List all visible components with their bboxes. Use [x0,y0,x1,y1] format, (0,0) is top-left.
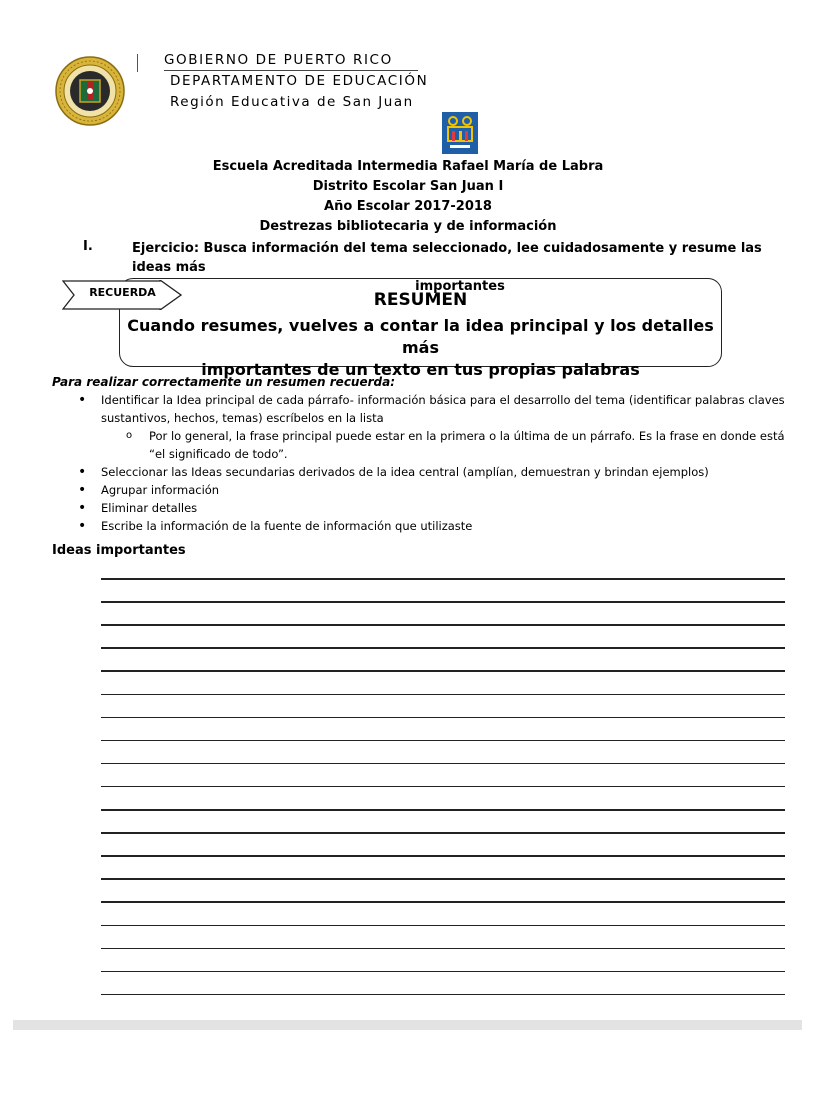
instructions-intro: Para realizar correctamente un resumen recuerda: [52,375,396,389]
page-footer-bar [13,1020,802,1030]
list-item: • Seleccionar las Ideas secundarias derivados de la idea central (amplían, demuestran y brindan ejemplos) [78,463,798,481]
answer-line[interactable] [101,878,785,880]
exercise-text-line2: importantes [415,279,505,294]
ideas-heading: Ideas importantes [52,543,186,558]
sub-list-item: o Por lo general, la frase principal puede estar en la primera o la última de un párrafo. Es la frase en donde está “el significado de todo”. [126,427,798,463]
subject-title: Destrezas bibliotecaria y de información [259,219,557,234]
header-divider [137,54,138,72]
exercise-text-line1: Ejercicio: Busca información del tema seleccionado, lee cuidadosamente y resume las ideas más [132,241,762,275]
instructions-list [78,391,798,535]
school-logo [442,112,478,154]
school-name: Escuela Acreditada Intermedia Rafael María de Labra [212,159,604,174]
school-district: Distrito Escolar San Juan I [312,179,504,194]
answer-line[interactable] [101,786,785,788]
answer-line[interactable] [101,832,785,834]
recuerda-label: RECUERDA [89,286,156,299]
answer-line[interactable] [101,670,785,672]
answer-line[interactable] [101,948,785,950]
list-item: • Escribe la información de la fuente de información que utilizaste [78,517,798,535]
answer-line[interactable] [101,694,785,696]
answer-line[interactable] [101,809,785,811]
answer-line[interactable] [101,601,785,603]
list-item: • Agrupar información [78,481,798,499]
list-item: • Identificar la Idea principal de cada párrafo- información básica para el desarrollo del tema (identificar palabras claves sustantivos, hechos, temas) escríbelos en la lista [78,391,798,427]
government-seal [55,56,125,126]
answer-line[interactable] [101,647,785,649]
school-year: Año Escolar 2017-2018 [324,199,492,214]
callout-text-line1: Cuando resumes, vuelves a contar la idea principal y los detalles más [127,316,714,357]
government-name: GOBIERNO DE PUERTO RICO [164,52,393,68]
answer-line[interactable] [101,994,785,996]
region-name: Región Educativa de San Juan [170,94,414,110]
department-name: DEPARTAMENTO DE EDUCACIÓN [170,73,429,89]
answer-line[interactable] [101,925,785,927]
answer-line[interactable] [101,740,785,742]
exercise-number: I. [83,239,93,254]
answer-line[interactable] [101,855,785,857]
answer-line[interactable] [101,578,785,580]
callout-title: RESUMEN [373,290,468,310]
callout-text [119,315,722,381]
list-item: • Eliminar detalles [78,499,798,517]
answer-line[interactable] [101,971,785,973]
answer-line[interactable] [101,717,785,719]
answer-line[interactable] [101,901,785,903]
callout-text-line2: importantes de un texto en tus propias palabras [201,360,640,379]
answer-line[interactable] [101,763,785,765]
answer-line[interactable] [101,624,785,626]
header-underline [164,70,418,71]
